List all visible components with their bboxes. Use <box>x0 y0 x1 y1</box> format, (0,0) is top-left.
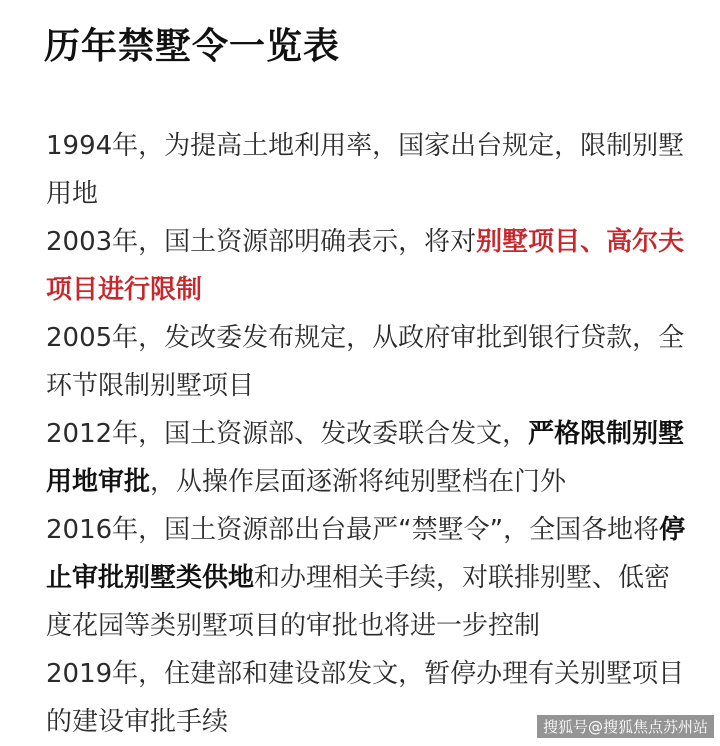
entry-text: 和办理相关手续，对联排别墅、低密度花园等类别墅项目的审批也将进一步控制 <box>46 563 671 641</box>
entry-text: 2019年，住建部和建设部发文，暂停办理有关别墅项目的建设审批手续 <box>46 659 685 737</box>
entry-text: 2003年，国土资源部明确表示，将对 <box>46 227 477 257</box>
entry-text: ，从操作层面逐渐将纯别墅档在门外 <box>150 467 567 497</box>
entry-highlight-red: 别墅项目、高尔夫项目进行限制 <box>46 227 685 305</box>
entry-2005 <box>46 314 686 410</box>
entry-highlight-bold: 严格限制别墅用地审批 <box>46 419 685 497</box>
entry-2003 <box>46 218 686 314</box>
entry-highlight-bold: 停止审批别墅类供地 <box>46 515 686 593</box>
entry-2012 <box>46 410 686 506</box>
entry-list <box>46 122 686 746</box>
watermark: 搜狐号@搜狐焦点苏州站 <box>537 715 714 738</box>
entry-text: 2005年，发改委发布规定，从政府审批到银行贷款，全环节限制别墅项目 <box>46 323 685 401</box>
entry-2016 <box>46 506 686 650</box>
page-title: 历年禁墅令一览表 <box>44 26 341 67</box>
entry-text: 1994年，为提高土地利用率，国家出台规定，限制别墅用地 <box>46 131 685 209</box>
entry-text: 2016年，国土资源部出台最严“禁墅令”，全国各地将 <box>46 515 660 545</box>
entry-text: 2012年，国土资源部、发改委联合发文， <box>46 419 529 449</box>
entry-1994 <box>46 122 686 218</box>
